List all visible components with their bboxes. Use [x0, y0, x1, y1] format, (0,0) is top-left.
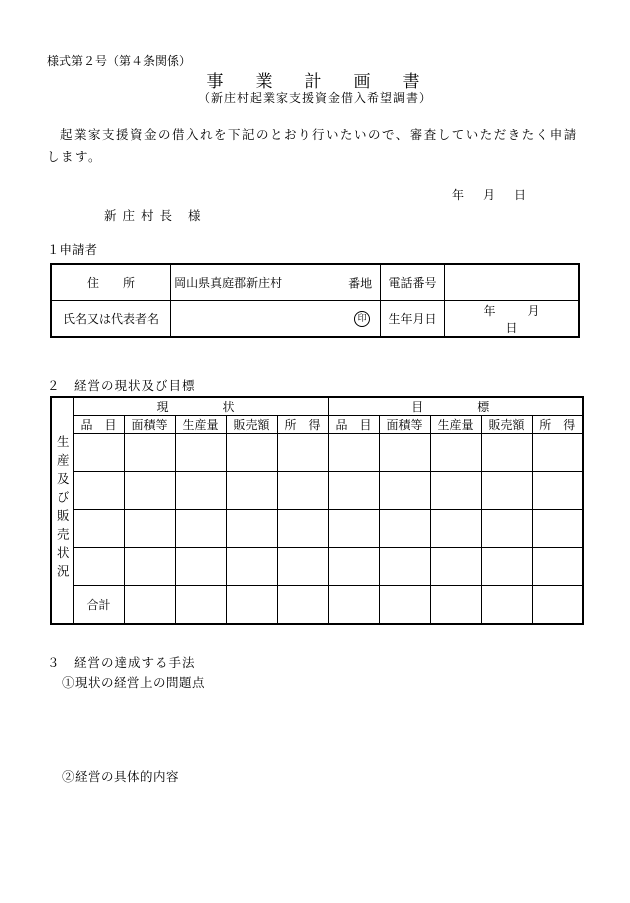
date-year: 年	[452, 188, 465, 202]
table-cell[interactable]	[532, 510, 583, 548]
business-content-heading: ②経営の具体的内容	[62, 769, 180, 784]
phone-label: 電話番号	[381, 264, 445, 301]
title-char: 業	[255, 72, 277, 92]
table-cell[interactable]	[73, 472, 124, 510]
col-income: 所 得	[277, 416, 328, 434]
table-cell[interactable]	[226, 472, 277, 510]
date-month: 月	[483, 188, 496, 202]
table-cell[interactable]	[277, 472, 328, 510]
intro-text: 起業家支援資金の借入れを下記のとおり行いたいので、審査していただきたく申請します。	[47, 127, 578, 164]
table-cell[interactable]	[379, 510, 430, 548]
table-cell[interactable]	[226, 434, 277, 472]
table-row	[51, 472, 583, 510]
table-cell[interactable]	[277, 548, 328, 586]
table-cell[interactable]	[73, 510, 124, 548]
table-row	[51, 434, 583, 472]
section3-heading: ３ 経営の達成する手法	[47, 655, 196, 670]
seal-mark-icon: 印	[354, 311, 370, 327]
title-char: 書	[402, 72, 424, 92]
dob-day: 日	[505, 320, 518, 335]
table-cell[interactable]	[379, 586, 430, 625]
table-cell[interactable]	[226, 510, 277, 548]
table-cell[interactable]	[532, 548, 583, 586]
addressee: 新庄村長 様	[104, 208, 207, 223]
table-cell[interactable]	[481, 586, 532, 625]
side-label: 生産及び販売状況	[55, 435, 71, 583]
group-current: 現 状	[73, 397, 328, 416]
name-label: 氏名又は代表者名	[51, 301, 171, 338]
address-suffix: 番地	[348, 276, 373, 290]
form-number: 様式第２号（第４条関係）	[47, 54, 192, 68]
table-cell[interactable]	[73, 548, 124, 586]
date-day: 日	[514, 188, 527, 202]
table-cell[interactable]	[277, 510, 328, 548]
total-row	[51, 586, 583, 625]
table-cell[interactable]	[175, 548, 226, 586]
problems-heading: ①現状の経営上の問題点	[62, 675, 206, 690]
table-cell[interactable]	[124, 586, 175, 625]
table-cell[interactable]	[379, 472, 430, 510]
table-cell[interactable]	[379, 548, 430, 586]
col-sales: 販売額	[226, 416, 277, 434]
table-cell[interactable]	[532, 434, 583, 472]
col-production: 生産量	[430, 416, 481, 434]
table-cell[interactable]	[277, 434, 328, 472]
table-cell[interactable]	[124, 548, 175, 586]
table-cell[interactable]	[226, 586, 277, 625]
table-cell[interactable]	[430, 586, 481, 625]
dob-year: 年	[483, 303, 496, 318]
dob-label: 生年月日	[381, 301, 445, 338]
table-cell[interactable]	[430, 510, 481, 548]
col-area: 面積等	[124, 416, 175, 434]
applicant-table	[50, 263, 580, 338]
table-cell[interactable]	[430, 472, 481, 510]
col-sales: 販売額	[481, 416, 532, 434]
table-cell[interactable]	[379, 434, 430, 472]
table-row	[51, 510, 583, 548]
table-cell[interactable]	[175, 472, 226, 510]
table-cell[interactable]	[481, 472, 532, 510]
total-label: 合計	[73, 586, 124, 625]
title-char: 事	[206, 72, 228, 92]
dob-month: 月	[527, 303, 540, 318]
table-cell[interactable]	[226, 548, 277, 586]
name-field[interactable]	[171, 301, 381, 338]
table-cell[interactable]	[430, 548, 481, 586]
table-cell[interactable]	[328, 510, 379, 548]
col-item: 品 目	[73, 416, 124, 434]
address-field[interactable]	[171, 264, 381, 301]
table-cell[interactable]	[532, 472, 583, 510]
table-row	[51, 548, 583, 586]
table-cell[interactable]	[277, 586, 328, 625]
address-label: 住 所	[51, 264, 171, 301]
address-value: 岡山県真庭郡新庄村	[174, 276, 283, 290]
application-date	[452, 186, 545, 203]
phone-field[interactable]	[444, 264, 579, 301]
table-cell[interactable]	[328, 586, 379, 625]
col-income: 所 得	[532, 416, 583, 434]
table-cell[interactable]	[175, 510, 226, 548]
subtitle: （新庄村起業家支援資金借入希望調書）	[197, 91, 432, 105]
group-target: 目 標	[328, 397, 583, 416]
table-cell[interactable]	[175, 434, 226, 472]
table-cell[interactable]	[328, 434, 379, 472]
title-char: 画	[353, 72, 375, 92]
title-char: 計	[304, 72, 326, 92]
table-cell[interactable]	[532, 586, 583, 625]
table-cell[interactable]	[73, 434, 124, 472]
table-cell[interactable]	[481, 434, 532, 472]
side-label-cell	[51, 397, 73, 624]
col-item: 品 目	[328, 416, 379, 434]
table-cell[interactable]	[328, 472, 379, 510]
table-cell[interactable]	[328, 548, 379, 586]
section1-heading: １申請者	[47, 242, 98, 257]
table-cell[interactable]	[175, 586, 226, 625]
production-sales-table	[50, 396, 584, 625]
table-cell[interactable]	[481, 510, 532, 548]
table-cell[interactable]	[124, 472, 175, 510]
section2-heading: ２ 経営の現状及び目標	[47, 378, 196, 393]
table-cell[interactable]	[481, 548, 532, 586]
col-production: 生産量	[175, 416, 226, 434]
col-area: 面積等	[379, 416, 430, 434]
table-cell[interactable]	[124, 510, 175, 548]
table-cell[interactable]	[430, 434, 481, 472]
table-cell[interactable]	[124, 434, 175, 472]
dob-field[interactable]	[444, 301, 579, 338]
